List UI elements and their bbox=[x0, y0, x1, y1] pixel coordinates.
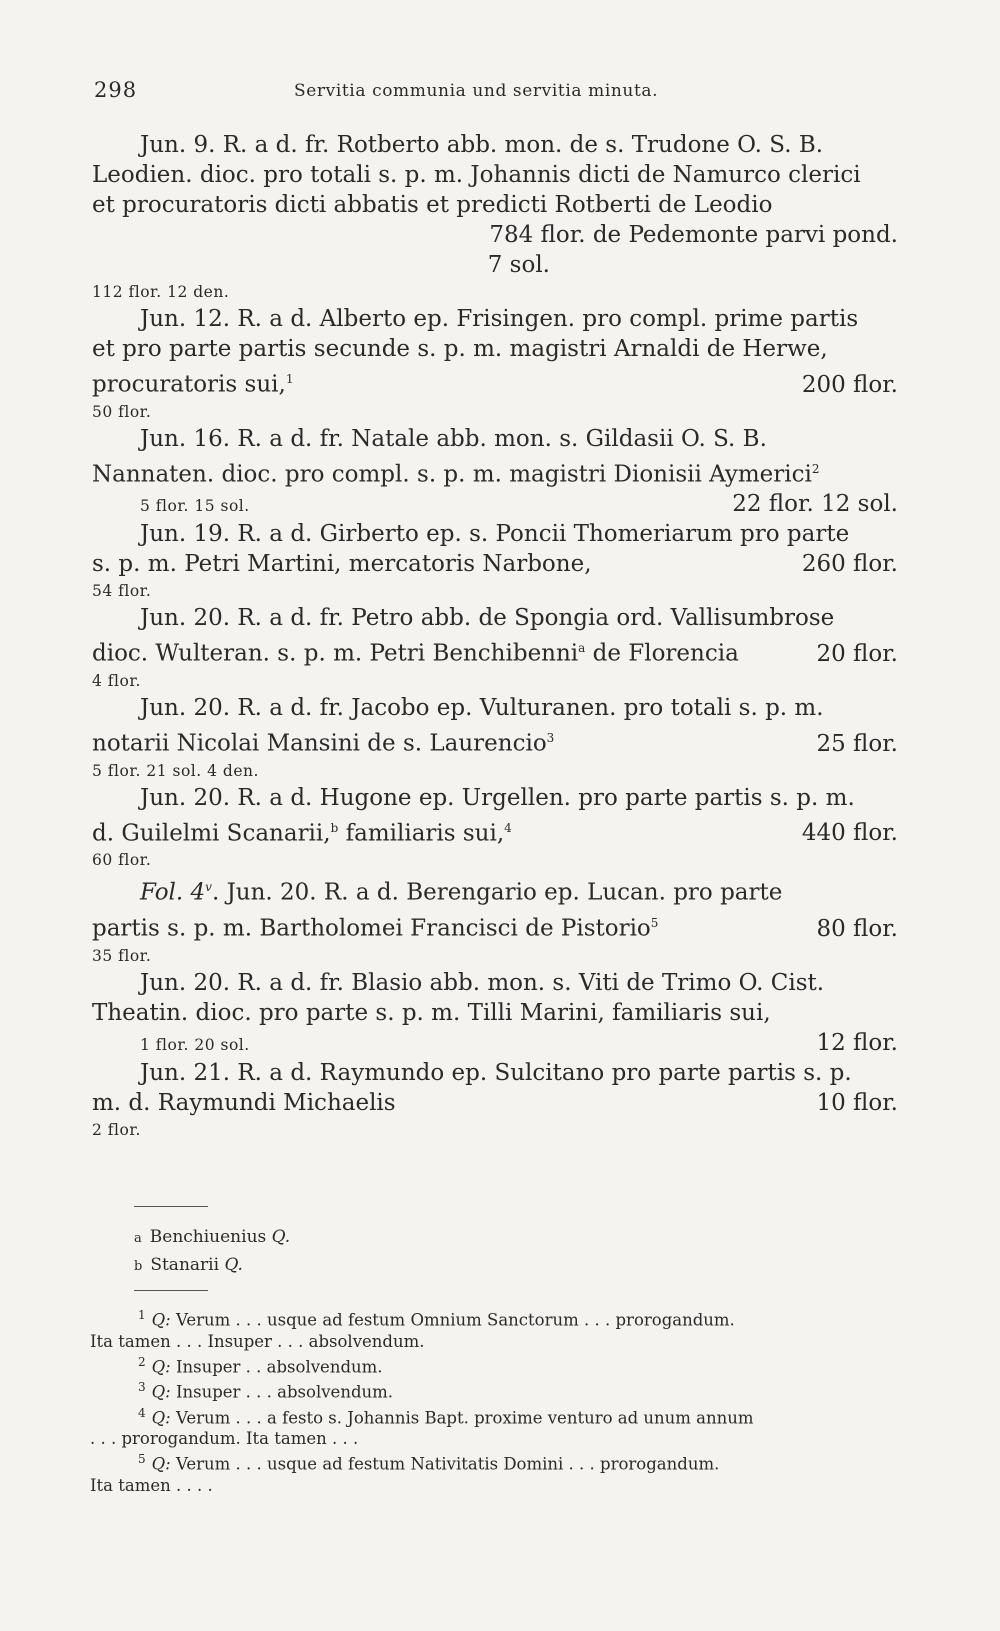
entry-amount: 7 sol. bbox=[487, 252, 550, 278]
footnote-text: . . . prorogandum. Ita tamen . . . bbox=[90, 1429, 359, 1448]
entry-text: partis s. p. m. Bartholomei Francisci de Pistorio bbox=[92, 915, 651, 942]
entry bbox=[92, 1058, 898, 1142]
entry-line bbox=[92, 1088, 898, 1118]
variant-note bbox=[134, 1252, 290, 1280]
variant-mark: a bbox=[134, 1231, 142, 1246]
footnote bbox=[90, 1377, 898, 1403]
footnote-text: Ita tamen . . . Insuper . . . absolvendum. bbox=[90, 1331, 425, 1351]
footnote-mark: 2 bbox=[811, 461, 820, 476]
manuscript-siglum: Q: bbox=[151, 1454, 171, 1474]
entry bbox=[92, 519, 898, 603]
entry-text: dioc. Wulteran. s. p. m. Petri Benchibenni bbox=[92, 640, 579, 667]
entry-line: Jun. 19. R. a d. Girberto ep. s. Poncii Thomeriarum pro parte bbox=[140, 521, 850, 548]
manuscript-siglum: Q: bbox=[151, 1310, 171, 1330]
footnote-mark: 3 bbox=[546, 730, 555, 745]
variant-text: Benchiuenius bbox=[149, 1227, 267, 1247]
footnote-mark: 1 bbox=[285, 372, 294, 386]
entry-amount: 25 flor. bbox=[816, 730, 898, 757]
entry bbox=[92, 783, 898, 873]
entry-line: et pro parte partis secunde s. p. m. magistri Arnaldi de Herwe, bbox=[92, 336, 828, 362]
folio-side: v bbox=[205, 880, 212, 895]
footnote-text: Verum . . . a festo s. Johannis Bapt. proxime venturo ad unum annum bbox=[175, 1408, 754, 1427]
variant-notes-rule bbox=[134, 1206, 208, 1207]
entry bbox=[92, 693, 898, 783]
entry-line: Jun. 9. R. a d. fr. Rotberto abb. mon. de s. Trudone O. S. B. bbox=[140, 132, 824, 158]
entry bbox=[92, 603, 898, 693]
entry-line: Jun. 20. R. a d. fr. Petro abb. de Spongia ord. Vallisumbrose bbox=[140, 605, 835, 632]
minuta-row bbox=[92, 489, 898, 519]
variant-mark: b bbox=[134, 1259, 143, 1274]
running-title: Servitia communia und servitia minuta. bbox=[294, 81, 659, 101]
entry-line bbox=[92, 908, 898, 944]
entry-minuta: 1 flor. 20 sol. bbox=[140, 1035, 250, 1054]
entry-amount: 200 flor. bbox=[801, 371, 898, 398]
entry-text: familiaris sui, bbox=[338, 820, 505, 847]
entry-line: Jun. 16. R. a d. fr. Natale abb. mon. s. Gildasii O. S. B. bbox=[140, 425, 767, 452]
entry-text: s. p. m. Petri Martini, mercatoris Narbone, bbox=[92, 551, 592, 578]
page-header bbox=[94, 78, 894, 108]
entry-amount: 12 flor. bbox=[816, 1029, 898, 1056]
footnote-number: 2 bbox=[138, 1354, 146, 1369]
footnote bbox=[90, 1352, 898, 1378]
entry-line bbox=[92, 723, 898, 759]
footnote-text: Insuper . . absolvendum. bbox=[175, 1357, 383, 1376]
variant-mark: b bbox=[330, 820, 339, 835]
entry-minuta: 4 flor. bbox=[92, 671, 141, 690]
footnotes-rule bbox=[134, 1290, 208, 1291]
entry bbox=[92, 130, 898, 304]
page-number: 298 bbox=[94, 78, 138, 102]
footnote bbox=[90, 1305, 898, 1352]
entry-line: Jun. 20. R. a d. fr. Blasio abb. mon. s. Viti de Trimo O. Cist. bbox=[140, 969, 825, 996]
manuscript-siglum: Q: bbox=[151, 1382, 171, 1402]
footnote-text: Insuper . . . absolvendum. bbox=[175, 1382, 394, 1402]
entry-amount: 784 flor. de Pedemonte parvi pond. bbox=[489, 222, 898, 248]
entry-minuta: 60 flor. bbox=[92, 851, 152, 870]
footnote-number: 5 bbox=[138, 1452, 146, 1466]
manuscript-siglum: Q: bbox=[151, 1357, 171, 1376]
entry-line: Leodien. dioc. pro totali s. p. m. Johannis dicti de Namurco clerici bbox=[92, 162, 861, 188]
entry-line: et procuratoris dicti abbatis et predicti Rotberti de Leodio bbox=[92, 192, 773, 218]
entry-line bbox=[92, 454, 898, 490]
entry bbox=[92, 424, 898, 520]
footnote-text: Ita tamen . . . . bbox=[90, 1475, 213, 1495]
manuscript-siglum: Q. bbox=[271, 1227, 291, 1247]
entry-text: procuratoris sui, bbox=[92, 371, 286, 398]
entry-line bbox=[92, 633, 898, 669]
entry-line: Theatin. dioc. pro parte s. p. m. Tilli Marini, familiaris sui, bbox=[92, 999, 771, 1026]
entry-line bbox=[92, 813, 898, 849]
entry-text: de Florencia bbox=[585, 640, 739, 667]
entry-amount: 440 flor. bbox=[801, 820, 898, 847]
footnote-mark: 4 bbox=[504, 820, 512, 835]
footnote bbox=[90, 1403, 898, 1450]
folio-reference: Fol. 4 bbox=[140, 879, 206, 906]
manuscript-siglum: Q: bbox=[151, 1408, 171, 1427]
entry-line bbox=[92, 872, 898, 908]
entry-line bbox=[92, 549, 898, 579]
footnote-number: 1 bbox=[138, 1308, 146, 1322]
variant-text: Stanarii bbox=[150, 1255, 220, 1275]
entry-amount: 10 flor. bbox=[816, 1089, 898, 1116]
footnote-number: 4 bbox=[138, 1405, 146, 1420]
entry-amount: 260 flor. bbox=[801, 551, 898, 578]
entry bbox=[92, 872, 898, 967]
entry-amount: 22 flor. 12 sol. bbox=[732, 491, 898, 518]
footnotes bbox=[90, 1305, 898, 1496]
entry-minuta: 50 flor. bbox=[92, 402, 152, 421]
variant-note bbox=[134, 1224, 290, 1252]
entry-minuta: 35 flor. bbox=[92, 946, 152, 965]
entry-text: notarii Nicolai Mansini de s. Laurencio bbox=[92, 730, 547, 757]
variant-mark: a bbox=[578, 641, 586, 656]
entry-text: d. Guilelmi Scanarii, bbox=[92, 820, 331, 847]
entry-text: Nannaten. dioc. pro compl. s. p. m. magistri Dionisii Aymerici bbox=[92, 461, 812, 488]
footnote-number: 3 bbox=[138, 1380, 146, 1394]
entry-minuta: 112 flor. 12 den. bbox=[92, 283, 230, 301]
minuta-row bbox=[92, 1028, 898, 1058]
entry-minuta: 54 flor. bbox=[92, 582, 152, 601]
entry-amount: 80 flor. bbox=[816, 915, 898, 942]
entry-line: Jun. 20. R. a d. Hugone ep. Urgellen. pro parte partis s. p. m. bbox=[140, 784, 855, 811]
manuscript-siglum: Q. bbox=[224, 1255, 243, 1275]
footnote-text: Verum . . . usque ad festum Omnium Sanctorum . . . prorogandum. bbox=[175, 1310, 735, 1330]
entry-amount: 20 flor. bbox=[816, 640, 898, 667]
footnote bbox=[90, 1449, 898, 1496]
entry-text: . Jun. 20. R. a d. Berengario ep. Lucan. pro parte bbox=[211, 879, 783, 906]
entry-line: Jun. 21. R. a d. Raymundo ep. Sulcitano pro parte partis s. p. bbox=[140, 1059, 852, 1086]
entry-minuta: 2 flor. bbox=[92, 1120, 141, 1139]
entry-line: Jun. 20. R. a d. fr. Jacobo ep. Vulturanen. pro totali s. p. m. bbox=[140, 694, 824, 721]
variant-notes bbox=[134, 1224, 290, 1280]
entry-line: Jun. 12. R. a d. Alberto ep. Frisingen. pro compl. prime partis bbox=[140, 306, 859, 332]
entry-minuta: 5 flor. 15 sol. bbox=[140, 497, 250, 516]
footnote-mark: 5 bbox=[650, 915, 659, 930]
entry bbox=[92, 968, 898, 1058]
footnote-text: Verum . . . usque ad festum Nativitatis Domini . . . prorogandum. bbox=[175, 1454, 720, 1474]
entries-list bbox=[92, 130, 898, 1142]
entry bbox=[92, 304, 898, 424]
entry-minuta: 5 flor. 21 sol. 4 den. bbox=[92, 761, 259, 780]
entry-line bbox=[92, 364, 898, 400]
entry-text: m. d. Raymundi Michaelis bbox=[92, 1089, 396, 1116]
